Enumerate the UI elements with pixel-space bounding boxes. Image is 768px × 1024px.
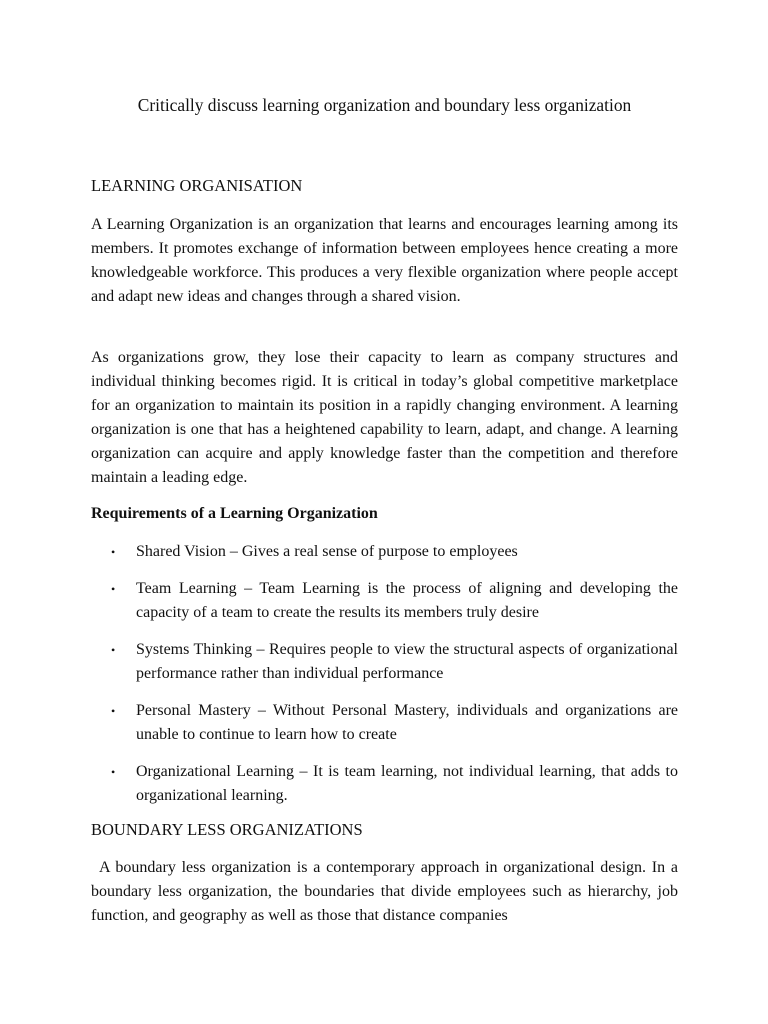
list-item-text: Organizational Learning – It is team learning, not individual learning, that adds to organizational learning. xyxy=(136,763,678,804)
requirements-list xyxy=(91,540,678,821)
list-item xyxy=(91,540,678,564)
bullet-icon: • xyxy=(111,582,116,596)
paragraph-boundary-less-definition: A boundary less organization is a contemporary approach in organizational design. In a boundary less organization, the boundaries that divide employees such as hierarchy, job function, and geography as well as those that distance companies xyxy=(91,859,678,924)
list-item-text: Personal Mastery – Without Personal Mastery, individuals and organizations are unable to continue to learn how to create xyxy=(136,702,678,743)
list-item-text: Systems Thinking – Requires people to view the structural aspects of organizational performance rather than individual performance xyxy=(136,641,678,682)
bullet-icon: • xyxy=(111,765,116,779)
subheading-requirements: Requirements of a Learning Organization xyxy=(91,505,378,522)
bullet-icon: • xyxy=(111,643,116,657)
list-item xyxy=(91,638,678,686)
list-item xyxy=(91,760,678,808)
document-title: Critically discuss learning organization and boundary less organization xyxy=(137,95,632,115)
paragraph-learning-organization-growth: As organizations grow, they lose their capacity to learn as company structures and individual thinking becomes rigid. It is critical in today’s global competitive marketplace for an organization to maintain its position in a rapidly changing environment. A learning organization is one that has a heightened capability to learn, adapt, and change. A learning organization can acquire and apply knowledge faster than the competition and therefore maintain a leading edge. xyxy=(91,349,678,486)
list-item-text: Team Learning – Team Learning is the process of aligning and developing the capacity of a team to create the results its members truly desire xyxy=(136,580,678,621)
list-item xyxy=(91,577,678,625)
bullet-icon: • xyxy=(111,704,116,718)
paragraph-learning-organization-definition: A Learning Organization is an organization that learns and encourages learning among its members. It promotes exchange of information between employees hence creating a more knowledgeable workforce. This produces a very flexible organization where people accept and adapt new ideas and changes through a shared vision. xyxy=(91,216,678,305)
list-item xyxy=(91,699,678,747)
section-heading-boundary-less-organizations: BOUNDARY LESS ORGANIZATIONS xyxy=(91,820,363,839)
section-heading-learning-organisation: LEARNING ORGANISATION xyxy=(91,176,303,195)
bullet-icon: • xyxy=(111,545,116,559)
list-item-text: Shared Vision – Gives a real sense of purpose to employees xyxy=(136,543,518,560)
